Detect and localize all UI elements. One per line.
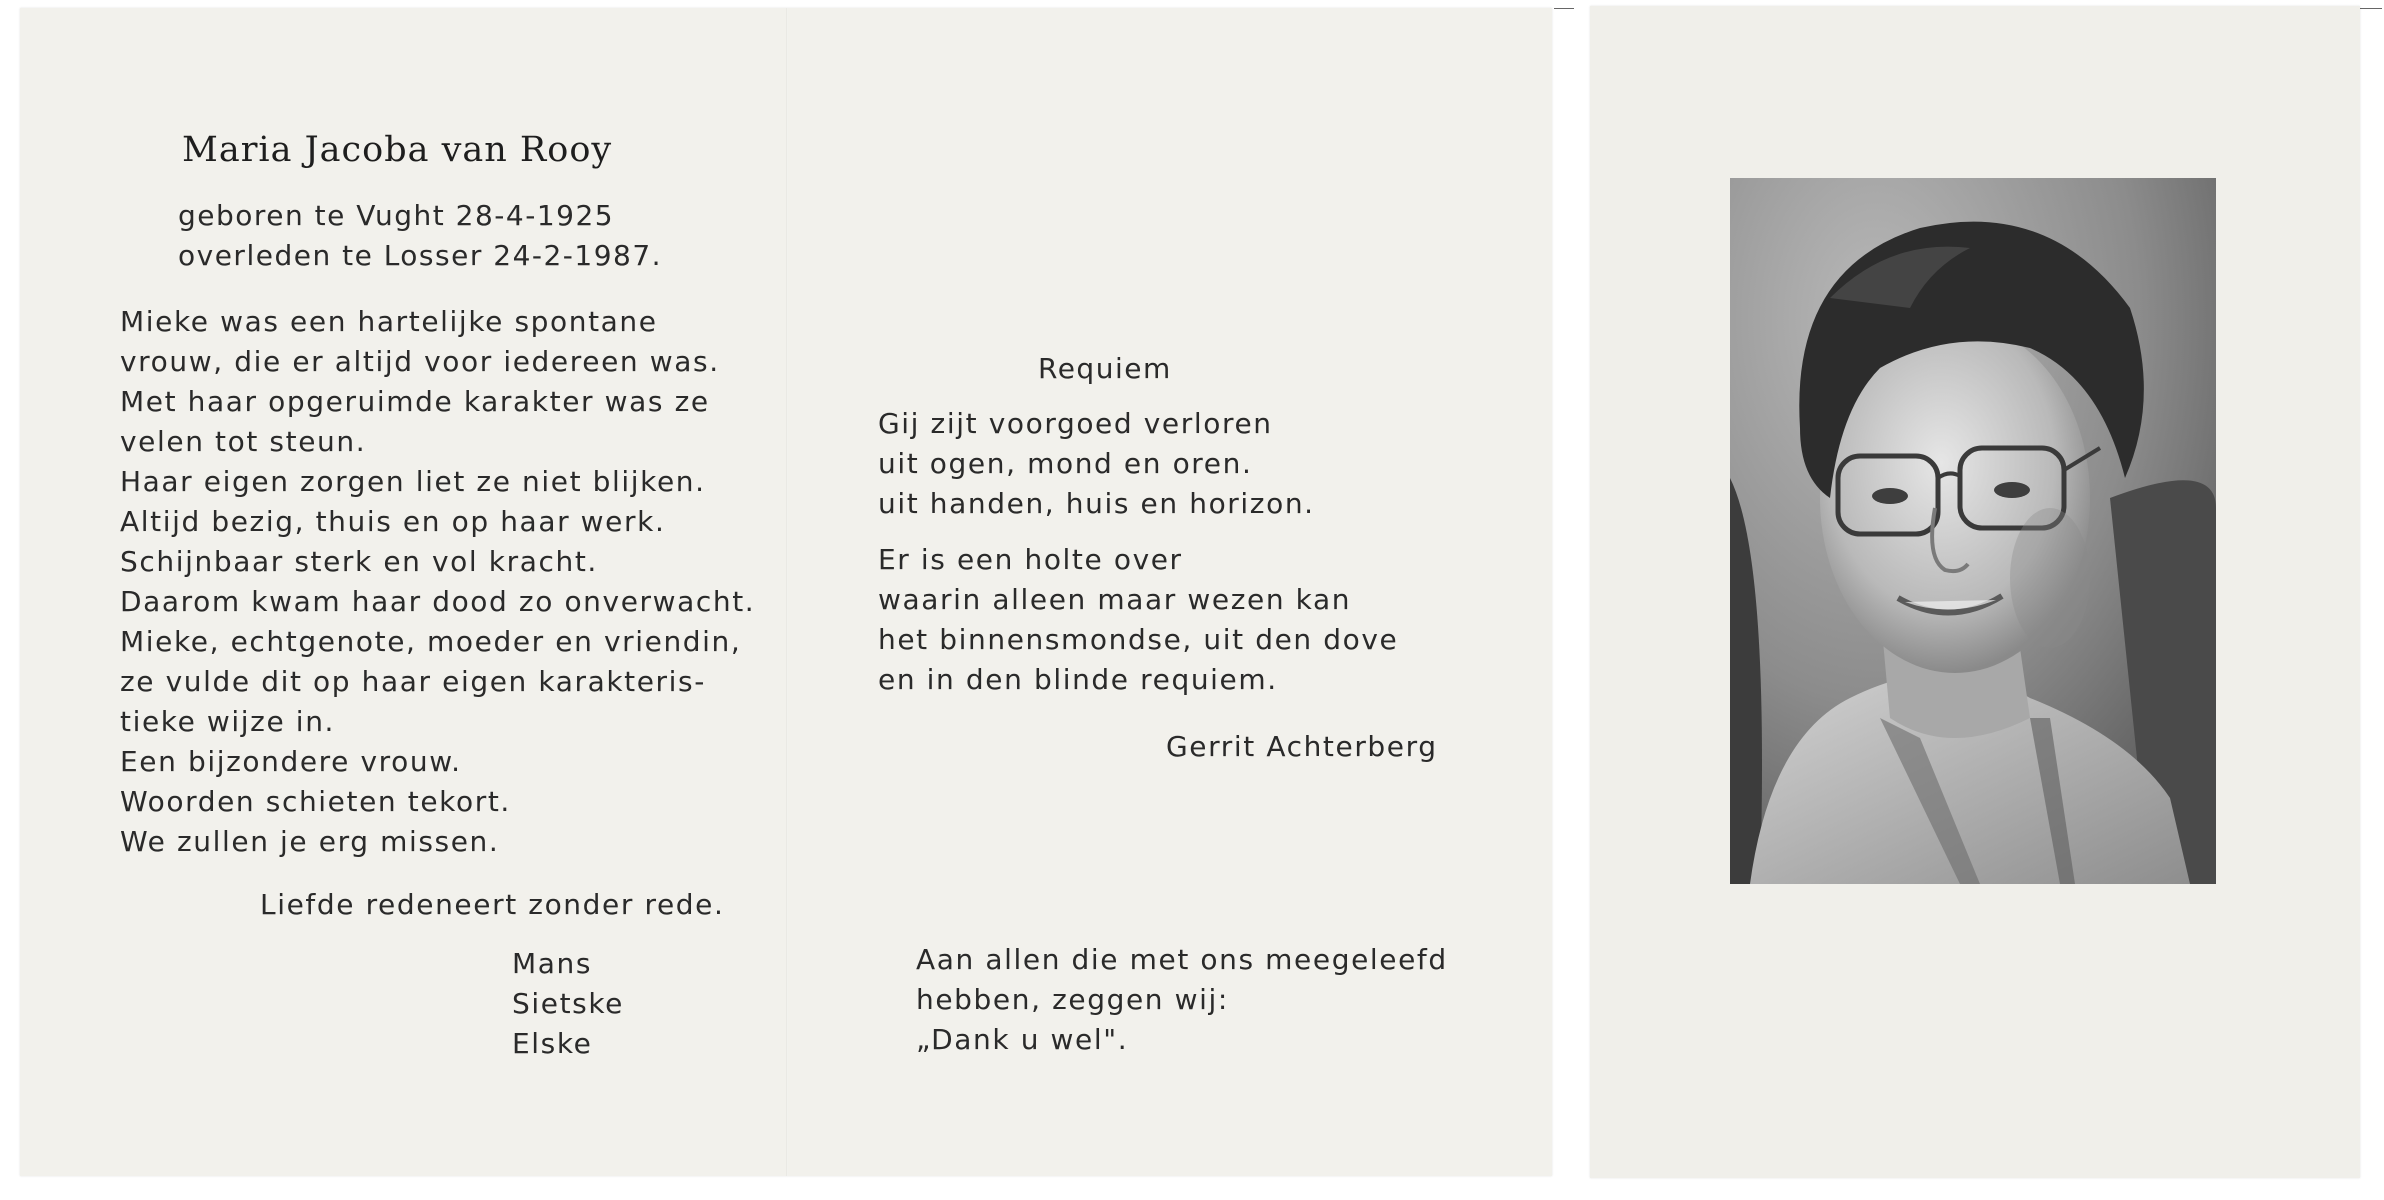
deceased-name: Maria Jacoba van Rooy (182, 130, 613, 170)
scan-edge-mark (1554, 8, 1574, 9)
tribute-line: Daarom kwam haar dood zo onverwacht. (120, 585, 756, 618)
poem-title: Requiem (1038, 352, 1172, 385)
signature-name: Elske (512, 1027, 593, 1060)
poem-author: Gerrit Achterberg (1166, 730, 1438, 763)
thanks-line: hebben, zeggen wij: (916, 983, 1229, 1016)
poem-line: Er is een holte over (878, 543, 1183, 576)
poem-line: het binnensmondse, uit den dove (878, 623, 1399, 656)
tribute-line: We zullen je erg missen. (120, 825, 500, 858)
portrait-illustration (1730, 178, 2216, 884)
birth-line: geboren te Vught 28-4-1925 (178, 199, 615, 232)
family-signatures (512, 944, 624, 1064)
poem-line: uit ogen, mond en oren. (878, 447, 1253, 480)
tribute-line: Woorden schieten tekort. (120, 785, 511, 818)
tribute-line: Een bijzondere vrouw. (120, 745, 462, 778)
tribute-line: tieke wijze in. (120, 705, 336, 738)
poem-line: uit handen, huis en horizon. (878, 487, 1315, 520)
tribute-line: Met haar opgeruimde karakter was ze (120, 385, 710, 418)
thanks-line: Aan allen die met ons meegeleefd (916, 943, 1448, 976)
poem-line: waarin alleen maar wezen kan (878, 583, 1352, 616)
tribute-line: Haar eigen zorgen liet ze niet blijken. (120, 465, 706, 498)
tribute-text (120, 302, 756, 862)
requiem-poem (878, 404, 1398, 716)
tribute-line: Altijd bezig, thuis en op haar werk. (120, 505, 666, 538)
portrait-photo (1730, 178, 2216, 884)
thanks-line: „Dank u wel". (916, 1023, 1129, 1056)
card-fold (786, 8, 788, 1176)
tribute-line: Mieke was een hartelijke spontane (120, 305, 658, 338)
death-line: overleden te Losser 24-2-1987. (178, 239, 663, 272)
memorial-card-inside (20, 8, 1552, 1176)
poem-stanza (878, 404, 1398, 524)
tribute-line: velen tot steun. (120, 425, 367, 458)
poem-stanza (878, 540, 1398, 700)
thanks-note (916, 940, 1448, 1060)
poem-line: en in den blinde requiem. (878, 663, 1278, 696)
scan-edge-mark (2360, 8, 2382, 9)
poem-line: Gij zijt voorgoed verloren (878, 407, 1273, 440)
signature-name: Sietske (512, 987, 624, 1020)
tribute-line: Schijnbaar sterk en vol kracht. (120, 545, 598, 578)
motto: Liefde redeneert zonder rede. (260, 888, 725, 921)
signature-name: Mans (512, 947, 593, 980)
life-dates (178, 196, 662, 276)
tribute-line: ze vulde dit op haar eigen karakteris- (120, 665, 706, 698)
tribute-line: Mieke, echtgenote, moeder en vriendin, (120, 625, 742, 658)
tribute-line: vrouw, die er altijd voor iedereen was. (120, 345, 720, 378)
